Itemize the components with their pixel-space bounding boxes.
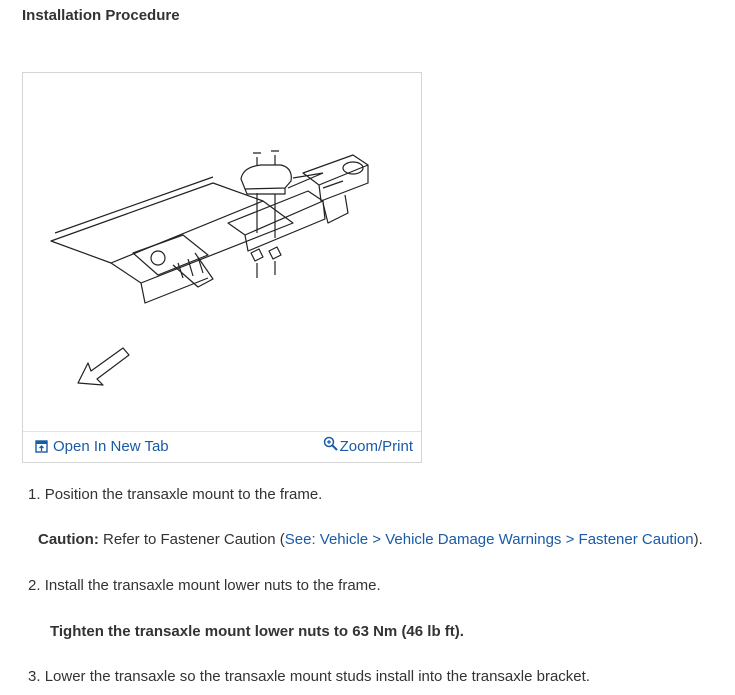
caution-note [38,531,703,548]
step-text: Position the transaxle mount to the frame. [44,486,323,503]
step-number: 1. [28,486,41,503]
open-new-tab-icon [35,440,48,453]
zoom-print-label: Zoom/Print [339,438,413,455]
step-1 [28,486,322,503]
step-text: Lower the transaxle so the transaxle mount studs install into the transaxle bracket. [44,668,590,685]
step-text: Install the transaxle mount lower nuts to the frame. [44,577,381,594]
caution-text: Refer to Fastener Caution ( [98,531,285,548]
figure-container [22,72,422,463]
zoom-print-link[interactable] [323,438,413,455]
transaxle-mount-illustration [23,73,421,433]
figure-toolbar [23,431,421,462]
page-title: Installation Procedure [22,7,180,24]
caution-close: ). [693,531,703,548]
open-new-tab-label: Open In New Tab [53,438,169,455]
step-number: 3. [28,668,41,685]
step-number: 2. [28,577,41,594]
zoom-icon [323,436,338,451]
open-new-tab-link[interactable] [35,438,169,455]
caution-label: Caution: [38,531,99,548]
step-2 [28,577,381,594]
step-3 [28,668,590,685]
fastener-caution-link[interactable]: See: Vehicle > Vehicle Damage Warnings > Fastener Caution [284,531,694,548]
torque-spec: Tighten the transaxle mount lower nuts to 63 Nm (46 lb ft). [50,623,464,640]
